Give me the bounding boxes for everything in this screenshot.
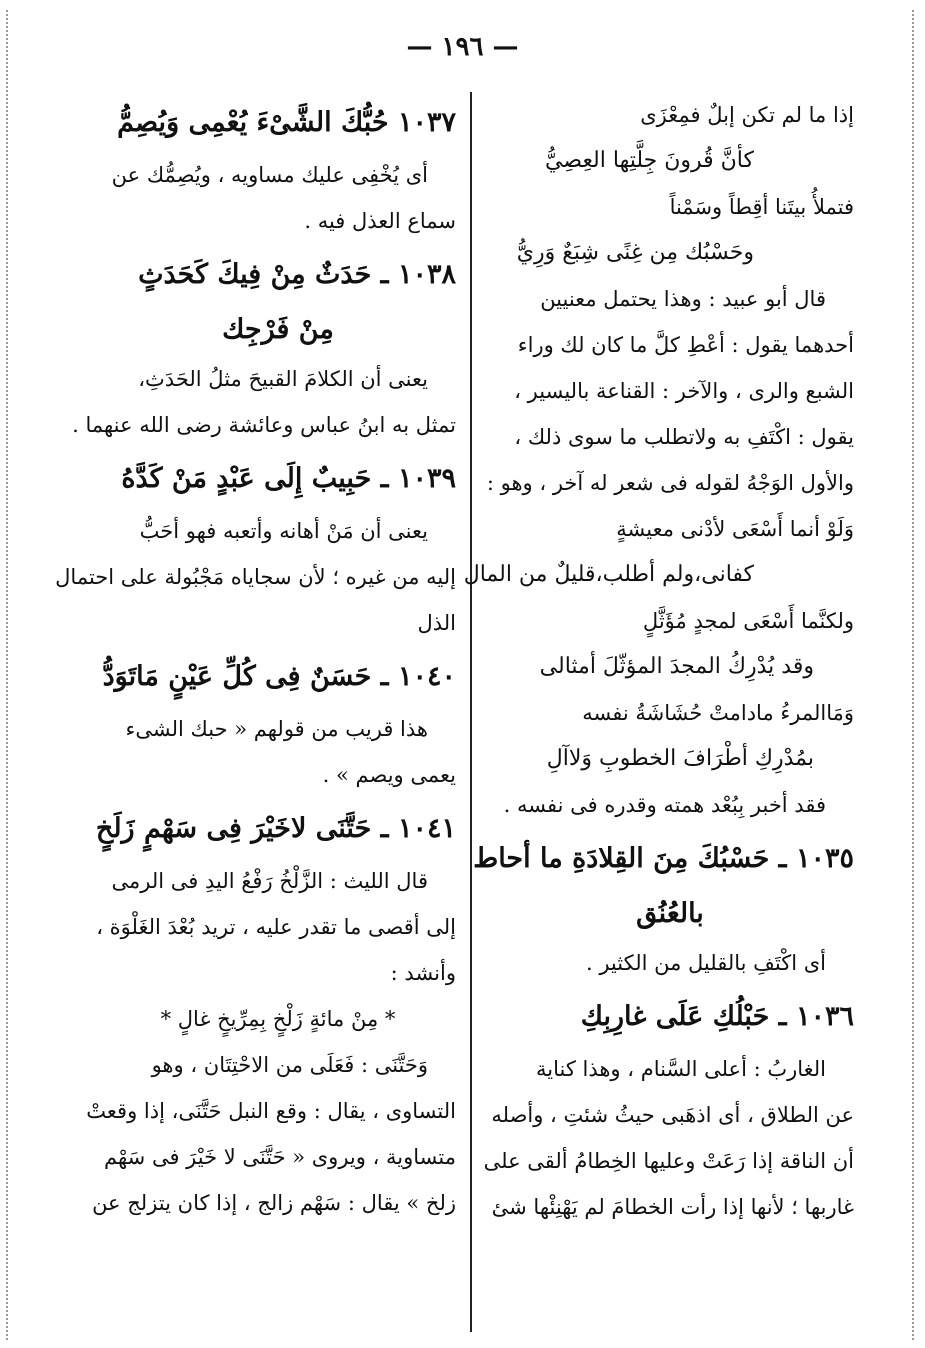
verse-line: كأنَّ قُرونَ جِلَّتِها العِصِيُّ [545, 148, 754, 173]
text-line: أحدهما يقول : أعْطِ كلَّ ما كان لك وراء [517, 333, 854, 357]
column-divider [470, 92, 472, 1332]
entry-heading-1037: ١٠٣٧ حُبُّكَ الشَّىْءَ يُعْمِى وَيُصِمُّ [117, 107, 456, 138]
entry-text: إلى أقصى ما تقدر عليه ، تريد بُعْدَ الغَلْوَة ، [96, 915, 456, 939]
right-column [463, 92, 854, 1230]
entry-text: التساوى ، يقال : وقع النبل حَتَّنَى، إذا وقعتْ [86, 1099, 456, 1123]
verse-line: وقد يُدْرِكُ المجدَ المؤثّلَ أمثالى [539, 654, 814, 679]
entry-heading-1038: ١٠٣٨ ـ حَدَثٌ مِنْ فِيكَ كَحَدَثٍ [138, 259, 456, 290]
page-number: — ١٩٦ — [406, 32, 519, 62]
verse-line: * مِنْ مائةٍ زَلْخٍ بِمِرِّيخٍ غالٍ * [160, 1007, 396, 1031]
text-line: فقد أخبر بِبُعْد همته وقدره فى نفسه . [503, 793, 826, 817]
text-line: والأول الوَجْهُ لقوله فى شعر له آخر ، وهو : [486, 471, 854, 495]
left-column [55, 92, 456, 1226]
entry-text: أى اكْتَفِ بالقليل من الكثير . [585, 951, 826, 975]
entry-text: يعمى ويصم » . [322, 763, 456, 787]
page-edge-dots-right [912, 10, 914, 1340]
text-line: قال أبو عبيد : وهذا يحتمل معنيين [540, 287, 826, 311]
entry-heading-1039: ١٠٣٩ ـ حَبِيبٌ إِلَى عَبْدٍ مَنْ كَدَّهُ [121, 463, 456, 494]
entry-heading-1038-continued: مِنْ فَرْجِك [222, 314, 334, 345]
entry-text: زلخ » يقال : سَهْم زالج ، إذا كان يتزلج عن [92, 1191, 456, 1215]
entry-text: هذا قريب من قولهم « حبك الشىء [125, 717, 428, 741]
entry-text: الذل [417, 611, 456, 635]
verse-line: وَلَوْ أنما أَسْعَى لأدْنى معيشةٍ [616, 517, 854, 541]
entry-text: وأنشد : [390, 961, 456, 985]
entry-heading-1035: ١٠٣٥ ـ حَسْبُكَ مِنَ القِلادَةِ ما أحاط [473, 843, 854, 874]
entry-text: تمثل به ابنُ عباس وعائشة رضى الله عنهما . [72, 413, 456, 437]
text-line: الشبع والرى ، والآخر : القناعة باليسير ، [514, 379, 854, 403]
entry-text: يعنى أن الكلامَ القبيحَ مثلُ الحَدَثِ، [138, 367, 428, 391]
verse-line: إذا ما لم تكن إبلٌ فمِعْزَى [640, 103, 854, 127]
verse-line: وحَسْبُك مِن غِنًى شِبَعٌ وَرِيُّ [516, 240, 754, 265]
entry-text: غاربها ؛ لأنها إذا رأت الخطامَ لم يَهْنِئْها شئ [491, 1195, 854, 1219]
entry-text: متساوية ، ويروى « حَتَّنَى لا خَيْرَ فى سَهْم [104, 1145, 456, 1169]
entry-text: الغاربُ : أعلى السَّنام ، وهذا كناية [535, 1057, 826, 1081]
entry-text: أن الناقة إذا رَعَتْ وعليها الخِطامُ ألقى على [483, 1149, 854, 1173]
verse-line: ولكنَّما أَسْعَى لمجدٍ مُؤَثَّلٍ [642, 609, 854, 633]
entry-text: إليه من غيره ؛ لأن سجاياه مَجْبُولة على احتمال [55, 565, 456, 589]
verse-line: كفانى،ولم أطلب،قليلٌ من المال [463, 562, 754, 587]
entry-text: قال الليث : الزَّلْخُ رَفْعُ اليدِ فى الرمى [111, 869, 428, 893]
entry-text: أى يُخْفِى عليك مساويه ، ويُصِمُّك عن [111, 163, 428, 187]
verse-line: وَمَاالمرءُ مادامتْ حُشَاشَةُ نفسه [582, 701, 854, 725]
entry-text: سماع العذل فيه . [304, 209, 456, 233]
entry-heading-1036: ١٠٣٦ ـ حَبْلُكِ عَلَى غارِبِكِ [580, 1001, 854, 1032]
text-line: يقول : اكْتَفِ به ولاتطلب ما سوى ذلك ، [514, 425, 854, 449]
entry-heading-1035-continued: بالعُنُق [636, 898, 704, 929]
verse-line: بمُدْرِكِ أطْرَافَ الخطوبِ وَلاآلِ [546, 746, 814, 771]
entry-heading-1041: ١٠٤١ ـ حَتَّنَى لاخَيْرَ فِى سَهْمٍ زَلَخٍ [95, 813, 456, 844]
verse-line: فتملأُ بيتَنا أقِطاً وسَمْناً [669, 195, 854, 219]
page-edge-dots-left [6, 10, 8, 1340]
entry-text: عن الطلاق ، أى اذهَبى حيثُ شئتِ ، وأصله [491, 1103, 854, 1127]
entry-heading-1040: ١٠٤٠ ـ حَسَنٌ فِى كُلِّ عَيْنٍ مَاتَوَدُّ [102, 661, 456, 692]
entry-text: وَحَتَّنَى : فَعَلَى من الاحْتِتَان ، وهو [151, 1053, 428, 1077]
entry-text: يعنى أن مَنْ أهانه وأتعبه فهو أحَبُّ [139, 519, 428, 543]
